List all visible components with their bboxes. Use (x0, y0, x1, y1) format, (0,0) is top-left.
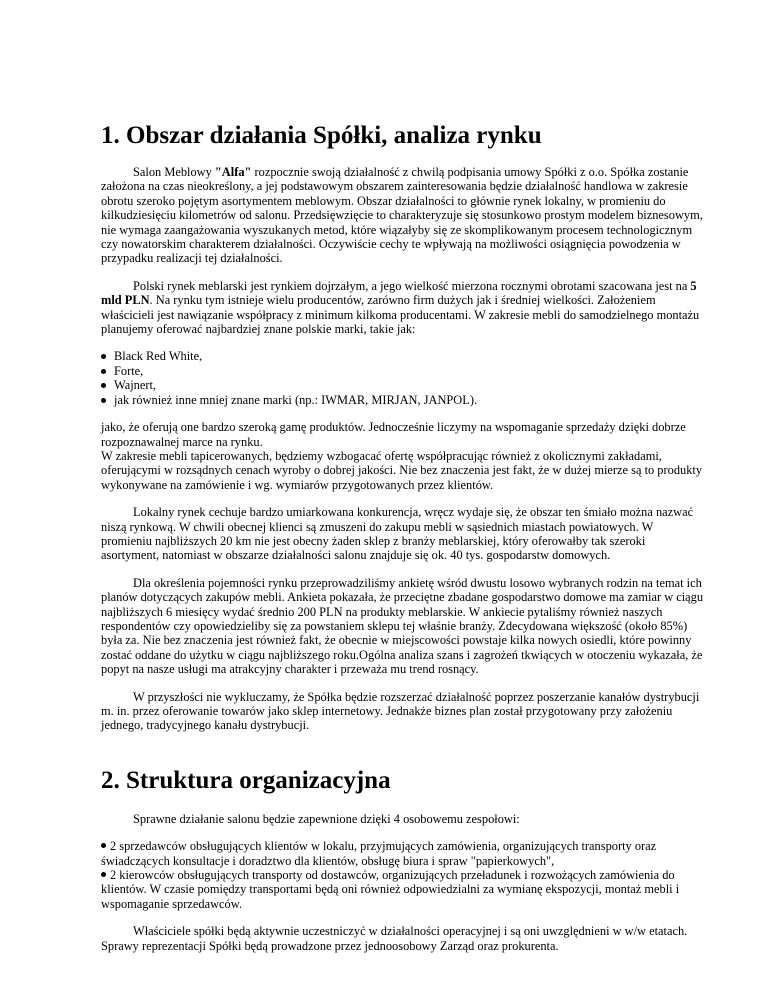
section-1-paragraph-1 (101, 165, 706, 266)
section-1-paragraph-5: Dla określenia pojemności rynku przeprowadziliśmy ankietę wśród dwustu losowo wybranych rodzin na temat ich planów dotyczących zakupów mebli. Ankieta pokazała, że przeciętne zbadane gospodarstwo domowe ma zamiar w ciągu najbliższych 6 miesięcy wydać średnio 200 PLN na produkty meblarskie. W ankiecie pytaliśmy również naszych respondentów czy opowiedzieliby się za powstaniem sklepu tej właśnie branży. Zdecydowana większość (około 85%) była za. Nie bez znaczenia jest również fakt, że obecnie w miejscowości powstaje kilka nowych osiedli, które powinny zostać oddane do użytku w ciągu najbliższego roku.Ogólna analiza szans i zagrożeń tkwiących w otoczeniu wykazała, że popyt na nasze usługi ma atrakcyjny charakter i przeważa mu trend rosnący. (101, 575, 704, 677)
market-value: 5 mld PLN (101, 278, 697, 308)
team-list-item (101, 839, 706, 868)
section-2-heading: 2. Struktura organizacyjna (101, 766, 391, 794)
section-2-paragraph-2: Właściciele spółki będą aktywnie uczestniczyć w działalności operacyjnej i są oni uwzględnieni w w/w etatach. Sprawy reprezentacji Spółki będą prowadzone przez jednoosobowy Zarząd oraz prokurenta. (101, 924, 688, 953)
text-run: rozpocznie swoją działalność z chwilą podpisania umowy Spółki z o.o. Spółka zostanie założona na czas nieokreślony, a jej podstawowym obszarem zainteresowania będzie działalność handlowa w zakresie obrotu szeroko pojętym asortymentem meblowym. Obszar działalności to głównie rynek lokalny, w promieniu do kilkudziesięciu kilometrów od salonu. Przedsięwzięcie to charakteryzuje się stosunkowo prostym modelem biznesowym, nie wymaga zaangażowania wyszukanych metod, które wiązałyby się ze skomplikowanym procesem technologicznym czy nowatorskim charakterem działalności. Oczywiście cechy te wpływają na możliwości osiągnięcia powodzenia w przypadku realizacji tej działalności. (101, 165, 703, 266)
section-1-paragraph-4: Lokalny rynek cechuje bardzo umiarkowana konkurencja, wręcz wydaje się, że obszar ten śmiało można nazwać niszą rynkową. W chwili obecnej klienci są zmuszeni do zakupu mebli w sąsiednich miastach powiatowych. W promieniu najbliższych 20 km nie jest obecny żaden sklep z branży meblarskiej, który oferowałby tak szeroki asortyment, natomiast w obszarze działalności salonu znajduje się ok. 40 tys. gospodarstw domowych. (101, 505, 694, 563)
text-run: Polski rynek meblarski jest rynkiem dojrzałym, a jego wielkość mierzona rocznymi obrotami szacowana jest na (133, 278, 691, 293)
brands-list (101, 349, 706, 407)
brand-list-item: Black Red White, (101, 349, 706, 363)
section-1-paragraph-6: W przyszłości nie wykluczamy, że Spółka będzie rozszerzać działalność poprzez poszerzanie kanałów dystrybucji m. in. przez oferowanie towarów jako sklep internetowy. Jednakże biznes plan został przygotowany przy założeniu jednego, tradycyjnego kanału dystrybucji. (101, 689, 700, 733)
section-1-heading: 1. Obszar działania Spółki, analiza rynku (101, 122, 542, 149)
text-line: W zakresie mebli tapicerowanych, będziemy wzbogacać ofertę współpracując również z okolicznymi zakładami, oferującymi w rozsądnych cenach wyroby o dobrej jakości. Nie bez znaczenia jest fakt, że w dużej mierze są to produkty wykonywane na zamówienie i wg. wymiarów przygotowanych przez klientów. (101, 448, 703, 492)
bullet-icon (101, 843, 106, 848)
text-run: 2 sprzedawców obsługujących klientów w lokalu, przyjmujących zamówienia, organizujących transporty oraz świadczących konsultacje i doradztwo dla klientów, obsługę biura i spraw "papierkowych", (101, 839, 657, 868)
team-list (101, 839, 706, 911)
section-1-paragraph-2 (101, 279, 706, 337)
team-list-item (101, 868, 706, 911)
text-run: 2 kierowców obsługujących transporty od dostawców, organizujących przeładunek i rozwożących zamówienia do klientów. W czasie pomiędzy transportami będą oni również odpowiedzialni za wymianę ekspozycji, montaż mebli i wspomaganie sprzedawców. (101, 868, 680, 911)
brand-list-item: Forte, (101, 364, 706, 378)
section-2-paragraph-1: Sprawne działanie salonu będzie zapewnione dzięki 4 osobowemu zespołowi: (133, 811, 520, 826)
text-run: . Na rynku tym istnieje wielu producentów, zarówno firm dużych jak i średniej wielkości. Założeniem właścicieli jest nawiązanie współpracy z minimum kilkoma producentami. W zakresie mebli do samodzielnego montażu planujemy oferować najbardziej znane polskie marki, takie jak: (101, 293, 700, 337)
brand-list-item: Wajnert, (101, 378, 706, 392)
brand-list-item: jak również inne mniej znane marki (np.: IWMAR, MIRJAN, JANPOL). (101, 393, 706, 407)
section-1-paragraph-3 (101, 420, 706, 492)
bullet-icon (101, 872, 106, 877)
company-name: "Alfa" (214, 165, 252, 179)
text-line: jako, że oferują one bardzo szeroką gamę produktów. Jednocześnie liczymy na wspomaganie sprzedaży dzięki dobrze rozpoznawalnej marce na rynku. (101, 420, 686, 449)
text-run: Salon Meblowy (133, 165, 215, 179)
